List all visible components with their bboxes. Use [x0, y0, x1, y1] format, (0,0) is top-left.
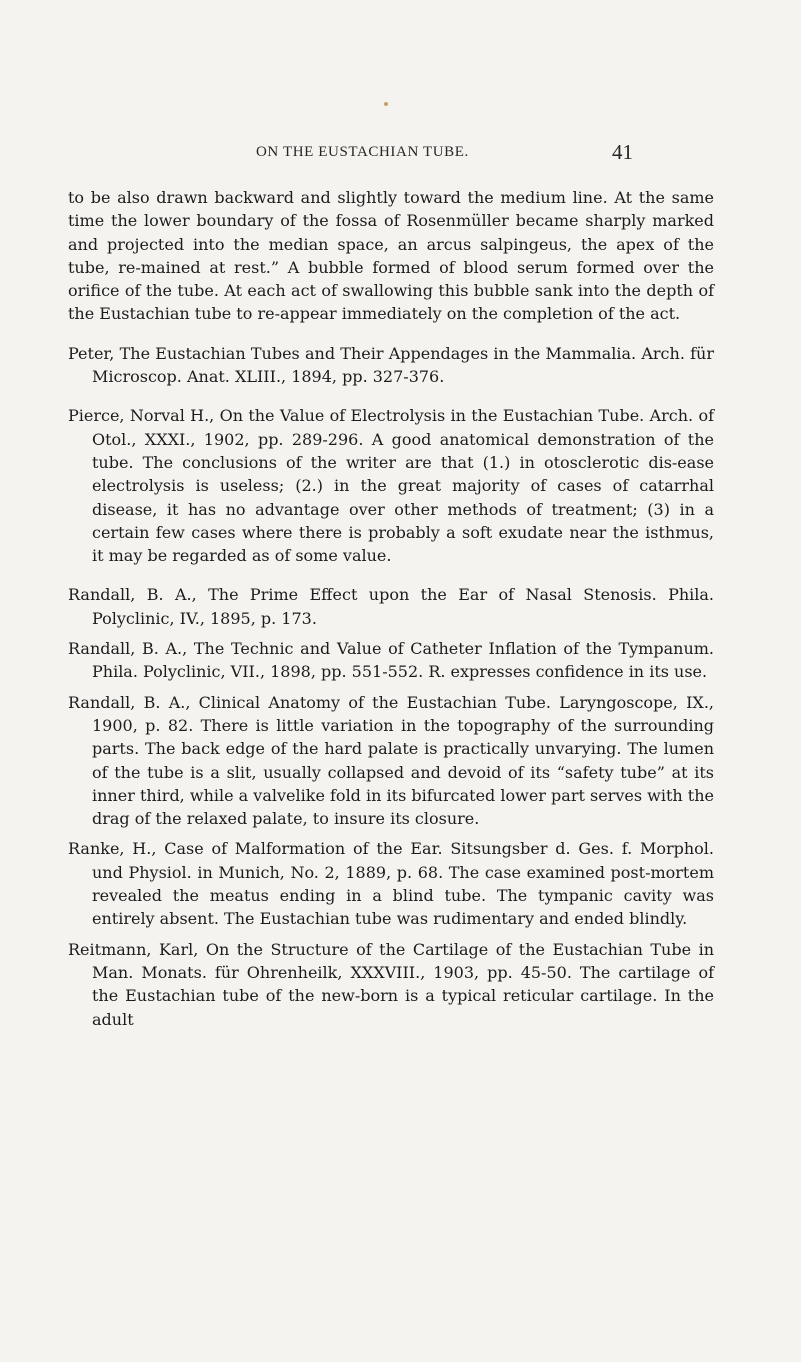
bibliography-entry-pierce: Pierce, Norval H., On the Value of Electrolysis in the Eustachian Tube. Arch. of Otol., XXXI., 1902, pp. 289-296. A good anatomical demonstration of the tube. The conclusions of the writer are that (1.) in otosclerotic dis-ease electrolysis is useless; (2.) in the great majority of cases of catarrhal disease, it has no advantage over other methods of treatment; (3) in a certain few cases where there is probably a soft exudate near the isthmus, it may be regarded as of some value.: [68, 406, 714, 566]
running-title: ON THE EUSTACHIAN TUBE.: [256, 144, 469, 160]
bibliography-entry-randall-1895: Randall, B. A., The Prime Effect upon the Ear of Nasal Stenosis. Phila. Polyclinic, IV., 1895, p. 173.: [68, 585, 714, 628]
bibliography-entry-randall-1900: Randall, B. A., Clinical Anatomy of the Eustachian Tube. Laryngoscope, IX., 1900, p. 82. There is little variation in the topography of the surrounding parts. The back edge of the hard palate is practically unvarying. The lumen of the tube is a slit, usually collapsed and devoid of its “safety tube” at its inner third, while a valvelike fold in its bifurcated lower part serves with the drag of the relaxed palate, to insure its closure.: [68, 692, 714, 829]
bibliography-entry-randall-1898: Randall, B. A., The Technic and Value of Catheter Inflation of the Tympanum. Phila. Polyclinic, VII., 1898, pp. 551-552. R. expresses confidence in its use.: [68, 639, 714, 682]
continued-paragraph: to be also drawn backward and slightly toward the medium line. At the same time the lower boundary of the fossa of Rosenmüller became sharply marked and projected into the median space, an arcus salpingeus, the apex of the tube, re-mained at rest.” A bubble formed of blood serum formed over the orifice of the tube. At each act of swallowing this bubble sank into the depth of the Eustachian tube to re-appear immediately on the completion of the act.: [68, 188, 714, 324]
bibliography-entry-ranke: Ranke, H., Case of Malformation of the Ear. Sitsungsber d. Ges. f. Morphol. und Physiol. in Munich, No. 2, 1889, p. 68. The case examined post-mortem revealed the meatus ending in a blind tube. The tympanic cavity was entirely absent. The Eustachian tube was rudimentary and ended blindly.: [68, 839, 714, 929]
page-header: [0, 140, 801, 170]
paper-speck: [384, 102, 388, 106]
page-number: 41: [612, 140, 633, 164]
page-body: [68, 186, 714, 1038]
bibliography-entry-peter: Peter, The Eustachian Tubes and Their Appendages in the Mammalia. Arch. für Microscop. Anat. XLIII., 1894, pp. 327-376.: [68, 343, 714, 387]
bibliography-entry-reitmann: Reitmann, Karl, On the Structure of the Cartilage of the Eustachian Tube in Man. Monats. für Ohrenheilk, XXXVIII., 1903, pp. 45-50. The cartilage of the Eustachian tube of the new-born is a typical reticular cartilage. In the adult: [68, 939, 714, 1029]
